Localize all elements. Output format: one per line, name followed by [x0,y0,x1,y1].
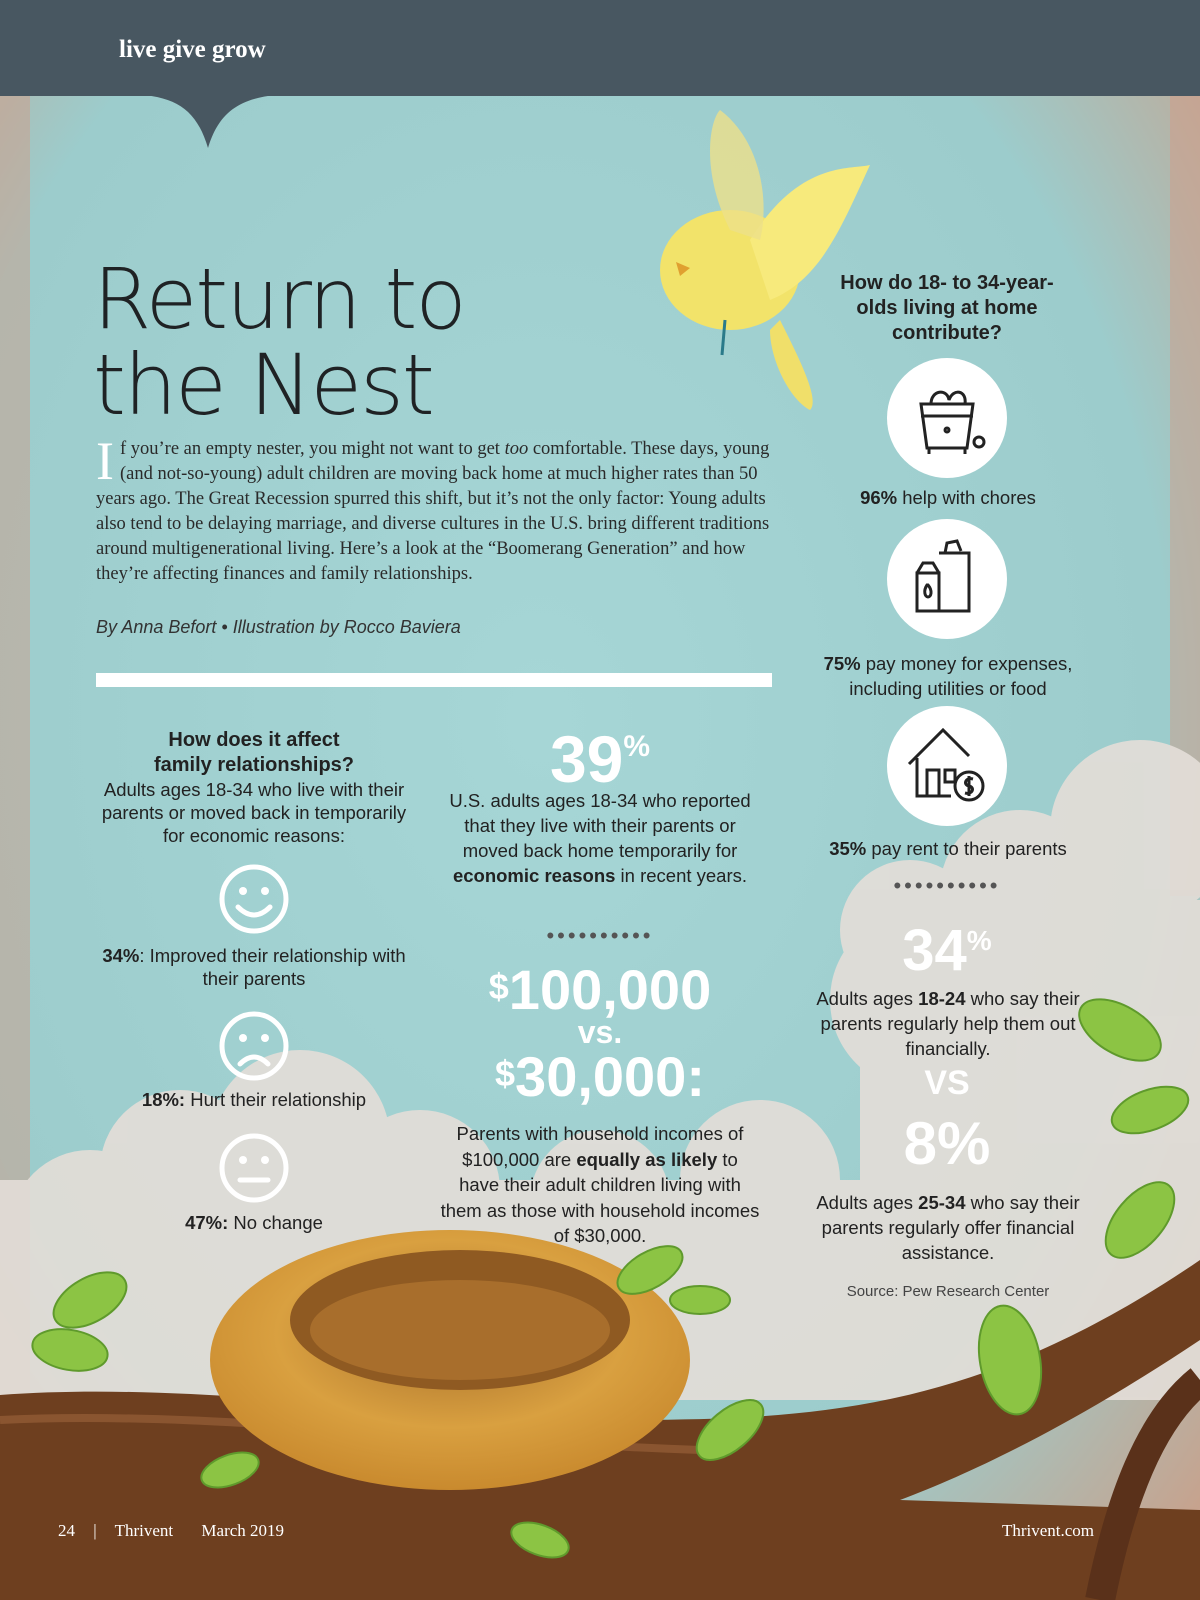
rent-text: pay rent to their parents [866,838,1067,859]
income-vs: vs. [577,1014,623,1050]
stat-34-text-bold: 18-24 [918,988,966,1009]
stat-39-number: 39 [549,722,624,796]
income-high [430,958,770,1019]
relationship-improved-pct: 34% [102,945,140,966]
contribute-chores [816,487,1080,509]
relationship-no-change-text: No change [228,1212,323,1233]
intro-emphasis: too [504,439,529,459]
stat-39-percent [440,712,760,794]
divider [96,673,772,687]
rent-icon-circle [887,706,1007,826]
stat-vs: VS [924,1064,970,1102]
intro-text-a: f you’re an empty nester, you might not want to get [119,439,505,459]
relationships-subheading: Adults ages 18-34 who live with their parents or moved back in temporarily for economic reasons: [101,779,407,846]
intro-text-b: comfortable. These days, [528,439,719,459]
income-caption [440,1121,760,1249]
stat-34-caption [816,986,1080,1061]
relationships-section [96,728,412,847]
house-dollar-icon [887,706,1007,826]
relationship-improved [96,944,412,990]
income-low-value: 30,000: [515,1045,705,1108]
sad-face-icon [218,1010,290,1082]
stat-8-text-bold: 25-34 [918,1192,966,1213]
relationship-hurt [96,1089,412,1111]
relationship-improved-text: : Improved their relationship with their parents [139,945,406,989]
income-text-bold: equally as likely [576,1148,718,1170]
stat-8-text-b: who say their parents regularly offer financial assistance. [821,1192,1080,1263]
intro-paragraph [96,431,776,587]
section-title: live give grow [119,36,266,63]
relationship-hurt-text: Hurt their relationship [185,1089,367,1110]
source-note: Source: Pew Research Center [846,1283,1050,1300]
intro-text-line2: young (and not-so-young) adult children are moving back home at much higher [119,439,770,484]
income-low [430,1045,770,1106]
dotted-divider-right: •••••••••• [893,873,1001,898]
mop-bucket-icon [887,358,1007,478]
contribute-expenses [806,651,1090,701]
income-comparison [430,958,770,1106]
page-number: 24 [58,1521,75,1540]
stat-34-text-a: Adults ages [816,988,919,1009]
relationship-hurt-pct: 18%: [141,1089,186,1110]
stat-8-caption [816,1190,1080,1265]
income-low-sign: $ [495,1053,516,1094]
stat-39-text-bold: economic reasons [452,865,616,886]
income-text-b: to have their adult children living with them as those with household incomes of $30,000. [440,1148,760,1246]
stat-39-text-b: in recent years. [615,865,748,886]
title-line-1: Return to [93,250,465,348]
chores-icon-circle [887,358,1007,478]
footer-brand: Thrivent [114,1521,174,1540]
contribute-heading: How do 18- to 34-year-olds living at home contribute? [840,272,1054,344]
relationships-heading: How does it affect family relationships? [153,729,355,776]
relationship-no-change [96,1212,412,1234]
neutral-face-icon [218,1132,290,1204]
title-line-2: the Nest [93,336,433,434]
contribute-rent [806,838,1090,860]
footer-site: Thrivent.com [1001,1521,1094,1540]
stat-34-symbol: % [966,925,992,956]
stat-39-text-a: U.S. adults ages 18-34 who reported that they live with their parents or moved back home temporarily for [449,790,751,861]
header-notch [120,94,300,152]
income-high-value: 100,000 [508,958,712,1021]
footer-left [58,1521,284,1541]
relationship-no-change-pct: 47%: [185,1212,229,1233]
intro-text-rest: rates than 50 years ago. The Great Recession spurred this shift, but it’s not the only factor: Young adults also tend to be delaying marriage, and diverse cultures in the U.S. bring different traditions around multigenerational living. Here’s a look at the “Boomerang Generation” and how they’re affecting finances and family relationships. [96,464,770,584]
expenses-text: pay money for expenses, including utilities or food [849,653,1073,699]
article-title [93,250,465,434]
income-high-sign: $ [488,966,509,1007]
drop-cap: I [96,431,114,491]
expenses-icon-circle [887,519,1007,639]
happy-face-icon [218,863,290,935]
dotted-divider-middle: •••••••••• [546,923,654,948]
footer-separator: | [93,1521,97,1540]
chores-text: help with chores [897,487,1036,508]
income-text-a: Parents with household incomes of $100,000 are [456,1123,744,1170]
stat-8-percent: 8% [903,1110,991,1177]
groceries-icon [887,519,1007,639]
expenses-pct: 75% [823,653,861,674]
stat-34-percent [836,910,1058,982]
stat-34-number: 34 [902,918,967,983]
stat-39-caption [440,788,760,888]
footer-date: March 2019 [201,1521,285,1540]
chores-pct: 96% [860,487,898,508]
rent-pct: 35% [829,838,867,859]
stat-8-text-a: Adults ages [816,1192,919,1213]
stat-34-text-b: who say their parents regularly help them out financially. [820,988,1080,1059]
byline: By Anna Befort • Illustration by Rocco Baviera [96,617,461,637]
stat-39-symbol: % [623,730,651,763]
